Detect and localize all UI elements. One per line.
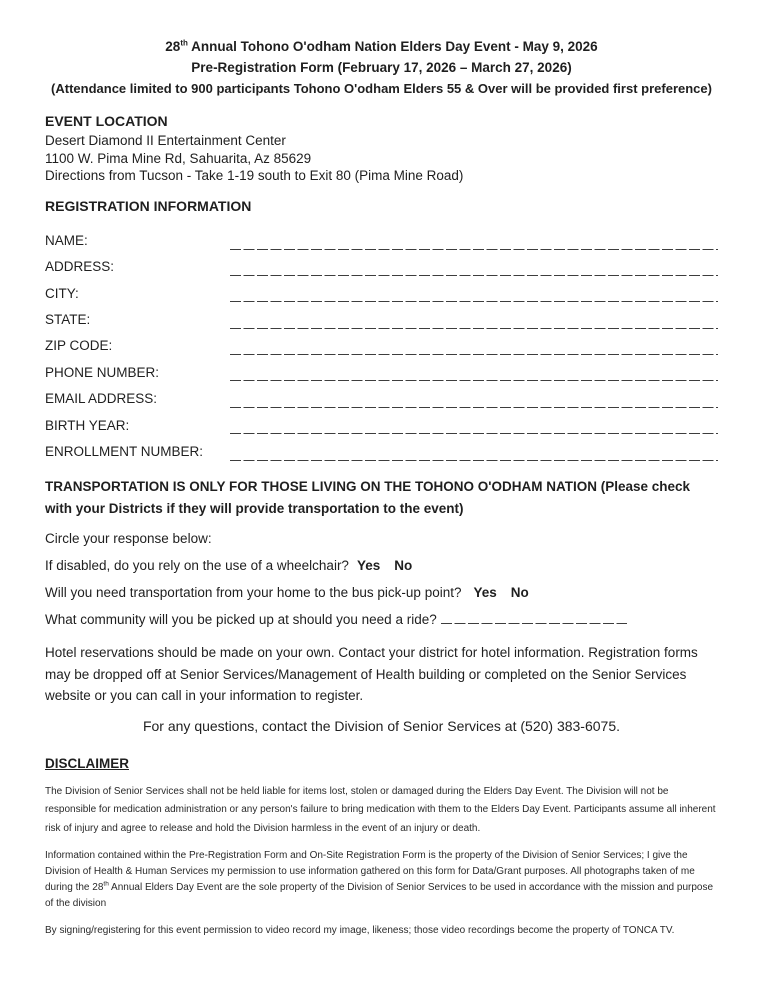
field-label-email: EMAIL ADDRESS: xyxy=(45,391,158,407)
event-location-section xyxy=(45,112,718,185)
field-blank-address xyxy=(230,258,718,276)
question-community xyxy=(45,606,718,633)
field-row-city xyxy=(45,276,718,302)
wheelchair-no-option: No xyxy=(394,558,413,574)
hotel-info-paragraph: Hotel reservations should be made on your own. Contact your district for hotel information. Registration forms may be dropped off at Senior Services/Management of Health building or completed on the Senior Services website or you can call in your information to register. xyxy=(45,645,698,704)
question-wheelchair-text: If disabled, do you rely on the use of a wheelchair? xyxy=(45,558,349,574)
attendance-note: (Attendance limited to 900 participants Tohono O'odham Elders 55 & Over will be provided first preference) xyxy=(51,81,712,96)
field-row-state xyxy=(45,303,718,329)
event-location-heading: EVENT LOCATION xyxy=(45,113,168,129)
field-row-birth-year xyxy=(45,408,718,434)
field-row-email xyxy=(45,382,718,408)
field-label-state: STATE: xyxy=(45,312,91,328)
field-blank-phone xyxy=(230,364,718,382)
field-row-phone xyxy=(45,355,718,381)
field-label-name: NAME: xyxy=(45,232,88,248)
field-label-birth-year: BIRTH YEAR: xyxy=(45,417,130,433)
registration-heading: REGISTRATION INFORMATION xyxy=(45,197,252,214)
form-subtitle: Pre-Registration Form (February 17, 2026 – March 27, 2026) xyxy=(191,60,572,75)
field-row-name xyxy=(45,224,718,250)
contact-questions-line: For any questions, contact the Division of Senior Services at (520) 383-6075. xyxy=(142,717,621,734)
title-superscript: th xyxy=(180,38,188,48)
registration-fields xyxy=(45,224,718,462)
field-label-city: CITY: xyxy=(45,285,79,301)
field-row-zip xyxy=(45,329,718,355)
field-row-enrollment xyxy=(45,435,718,461)
venue-directions: Directions from Tucson - Take 1-19 south to Exit 80 (Pima Mine Road) xyxy=(45,168,464,183)
field-blank-email xyxy=(230,390,718,408)
field-blank-city xyxy=(230,285,718,303)
field-blank-birth-year xyxy=(230,417,718,435)
field-label-address: ADDRESS: xyxy=(45,259,115,275)
field-label-enrollment: ENROLLMENT NUMBER: xyxy=(45,444,204,460)
community-blank-line xyxy=(441,612,627,624)
disclaimer-paragraph-2: Information contained within the Pre-Registration Form and On-Site Registration Form is the property of the Division of Senior Services; I give the Division of Health & Human Services my permission to use information gathered on this form for Data/Grant purposes. All photographs taken of me during the 28th Annual Elders Day Event are the sole property of the Division of Senior Services to be used in accordance with the mission and purpose of the division xyxy=(45,850,714,910)
bus-transport-yes-option: Yes xyxy=(473,585,497,601)
document-header xyxy=(45,36,718,99)
field-label-phone: PHONE NUMBER: xyxy=(45,364,160,380)
question-bus-transport xyxy=(45,579,718,606)
circle-instruction: Circle your response below: xyxy=(45,531,212,547)
question-wheelchair xyxy=(45,552,718,579)
field-blank-state xyxy=(230,311,718,329)
disclaimer-heading: DISCLAIMER xyxy=(45,755,129,771)
field-row-address xyxy=(45,250,718,276)
wheelchair-yes-option: Yes xyxy=(356,558,381,574)
venue-address: 1100 W. Pima Mine Rd, Sahuarita, Az 85629 xyxy=(45,150,312,166)
disclaimer-paragraph-1: The Division of Senior Services shall not be held liable for items lost, stolen or damaged during the Elders Day Event. The Division will not be responsible for medication administration or any person's failure to bring medication with them to the Elders Day Event. Participants assume all inherent risk of injury and agree to release and hold the Division harmless in the event of an injury or death. xyxy=(45,785,716,834)
field-blank-name xyxy=(230,232,718,250)
bus-transport-no-option: No xyxy=(510,585,529,601)
field-blank-enrollment xyxy=(230,443,718,461)
question-bus-transport-text: Will you need transportation from your home to the bus pick-up point? xyxy=(45,585,462,601)
document-title: 28th Annual Tohono O'odham Nation Elders Day Event - May 9, 2026 xyxy=(165,38,598,54)
field-label-zip: ZIP CODE: xyxy=(45,338,113,354)
question-community-text: What community will you be picked up at should you need a ride? xyxy=(45,612,437,628)
field-blank-zip xyxy=(230,337,718,355)
transportation-heading: TRANSPORTATION IS ONLY FOR THOSE LIVING ON THE TOHONO O'ODHAM NATION (Please check with your Districts if they will provide transportation to the event) xyxy=(45,479,691,516)
venue-name: Desert Diamond II Entertainment Center xyxy=(45,133,286,148)
disclaimer-paragraph-3: By signing/registering for this event permission to video record my image, likeness; those video recordings become the property of TONCA TV. xyxy=(45,925,675,937)
disclaimer-superscript: th xyxy=(103,880,109,888)
